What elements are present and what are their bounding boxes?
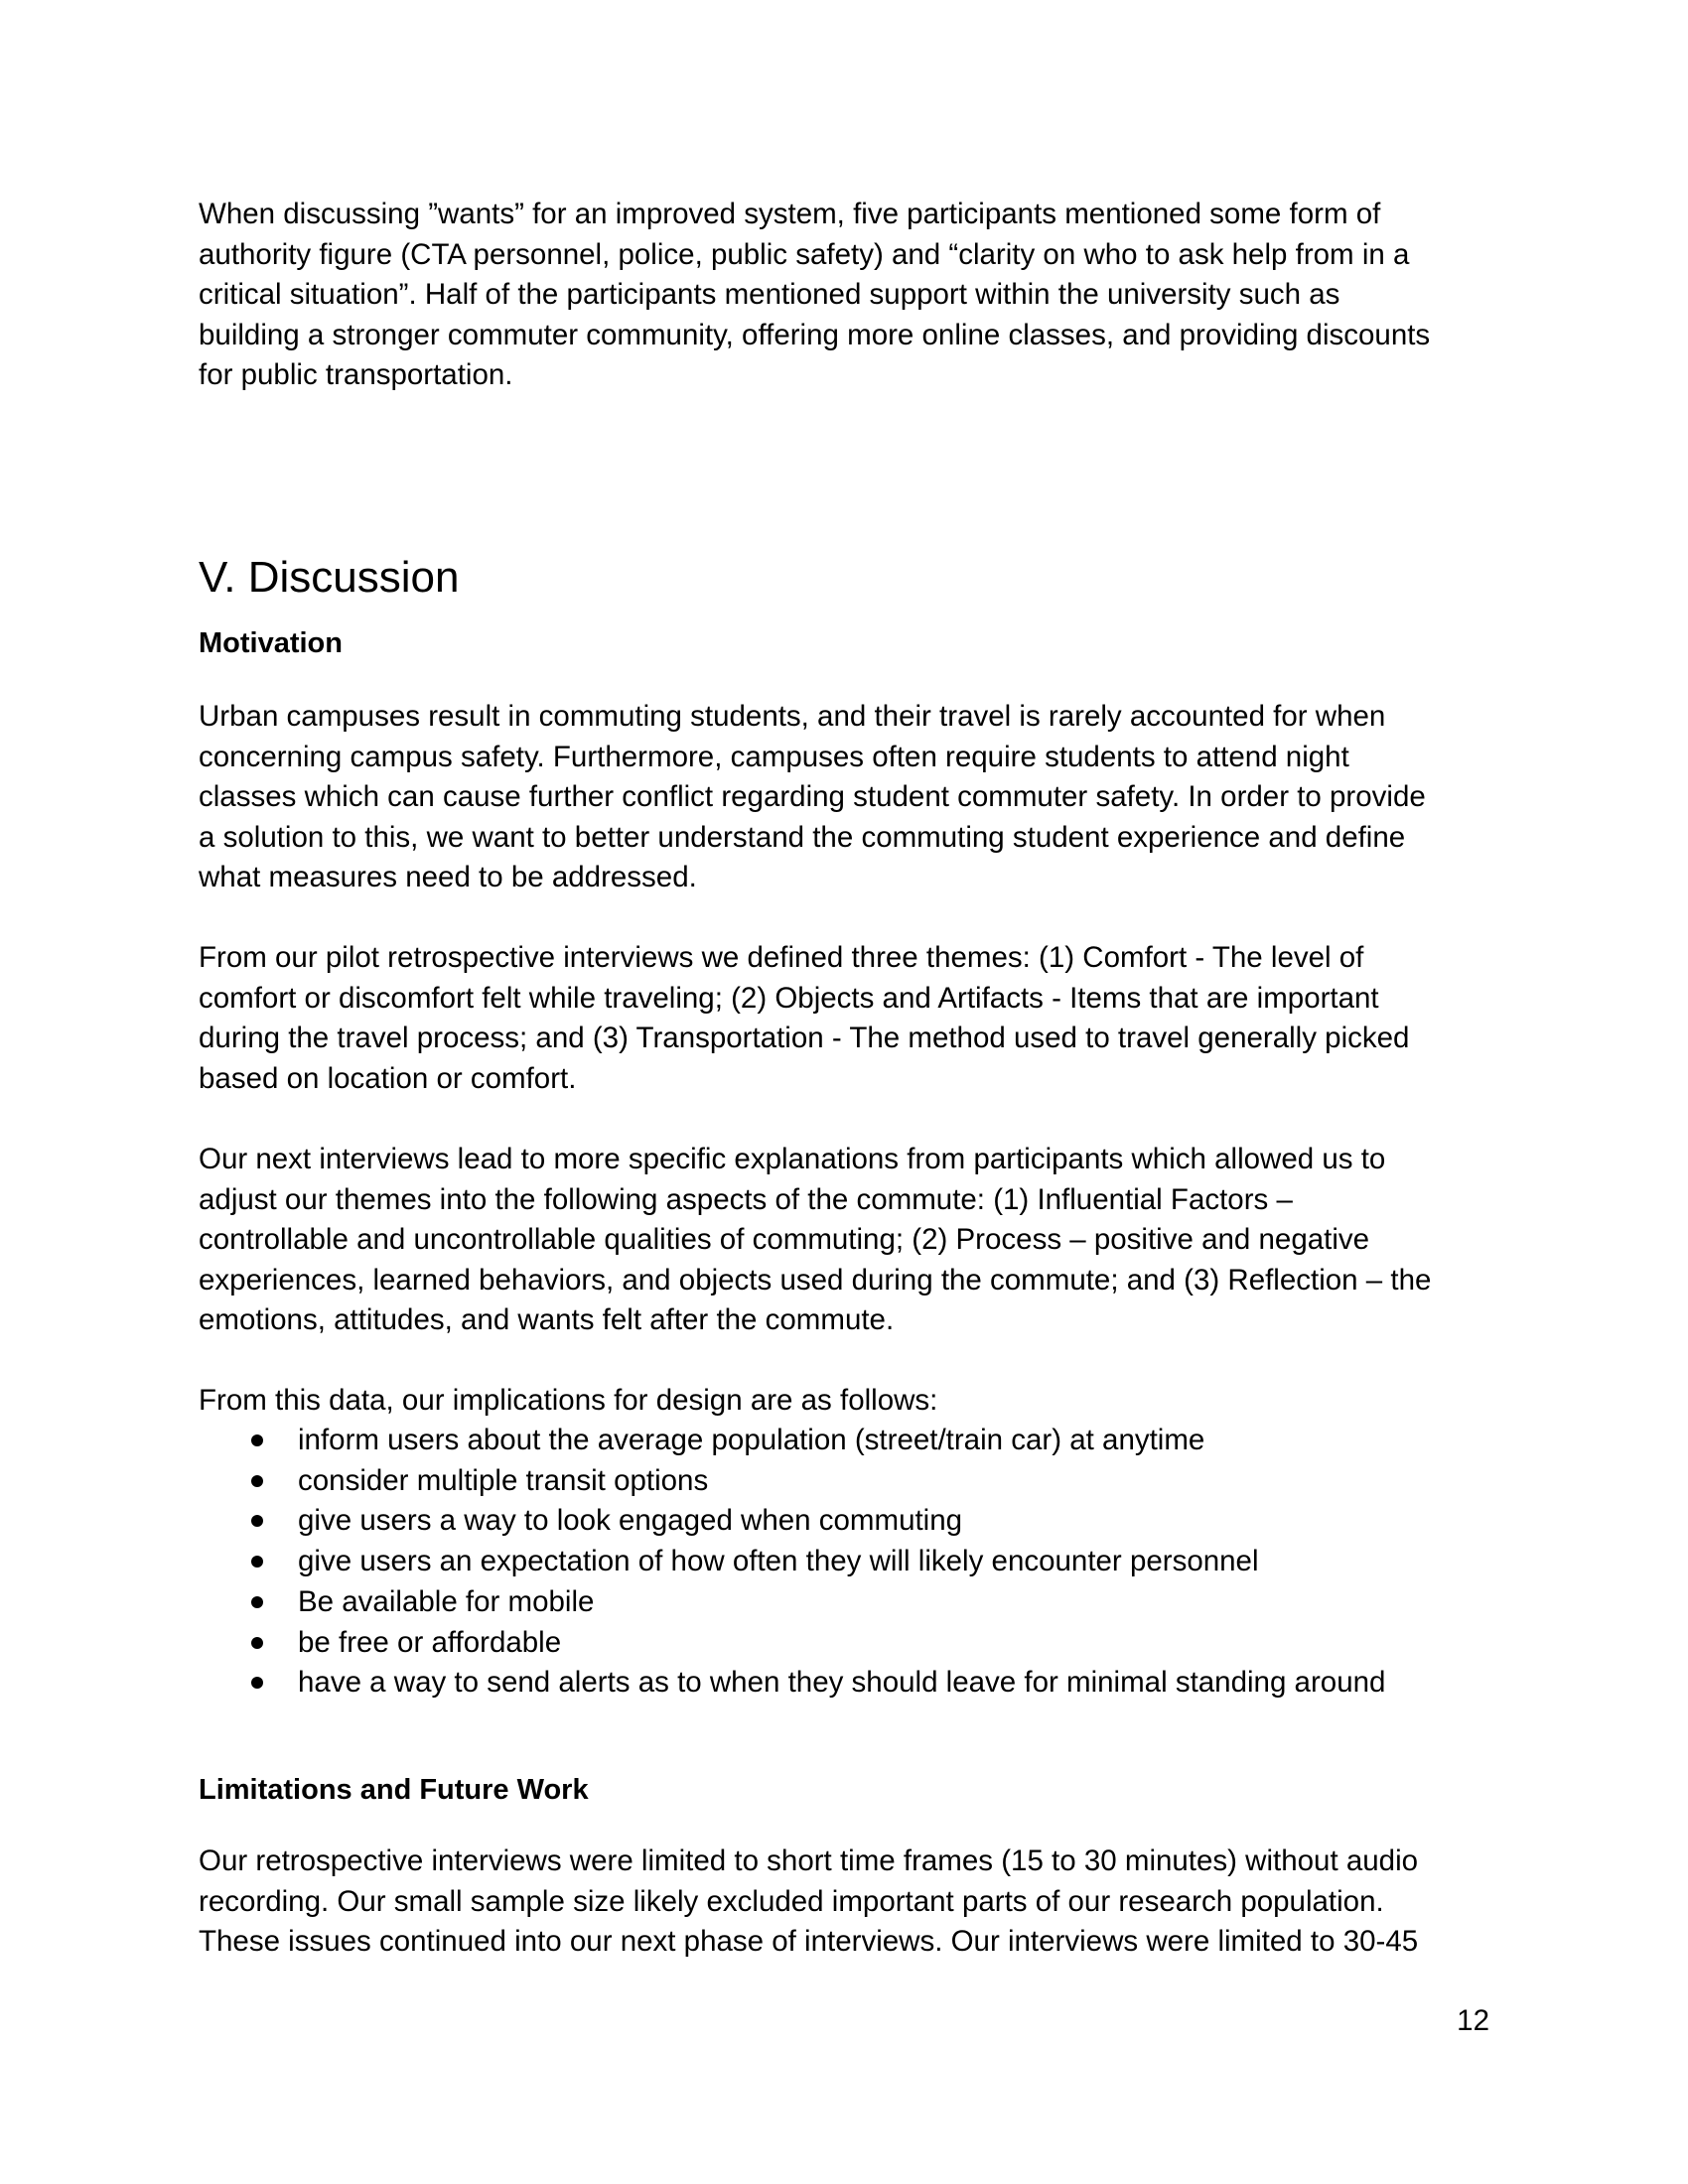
- text-line: comfort or discomfort felt while traveling; (2) Objects and Artifacts - Items that are important: [199, 981, 1379, 1015]
- text-line: critical situation”. Half of the participants mentioned support within the university such as: [199, 278, 1340, 311]
- page-number: 12: [1457, 2004, 1489, 2037]
- bullet-icon: [251, 1596, 263, 1608]
- text-line: classes which can cause further conflict regarding student commuter safety. In order to provide: [199, 780, 1426, 813]
- text-line: controllable and uncontrollable qualities of commuting; (2) Process – positive and negative: [199, 1223, 1370, 1256]
- list-item: [199, 1501, 1489, 1542]
- text-line: From our pilot retrospective interviews we defined three themes: (1) Comfort - The level of: [199, 941, 1364, 974]
- text-line: building a stronger commuter community, offering more online classes, and providing discounts: [199, 318, 1431, 351]
- limitations-heading: Limitations and Future Work: [199, 1774, 589, 1806]
- text-line: concerning campus safety. Furthermore, campuses often require students to attend night: [199, 740, 1349, 773]
- list-item-text: Be available for mobile: [298, 1584, 595, 1618]
- motivation-heading: Motivation: [199, 627, 343, 659]
- list-item: [199, 1582, 1489, 1623]
- text-line: These issues continued into our next phase of interviews. Our interviews were limited to 30-45: [199, 1925, 1419, 1958]
- text-line: Our next interviews lead to more specific explanations from participants which allowed us to: [199, 1143, 1386, 1175]
- text-line: emotions, attitudes, and wants felt after the commute.: [199, 1303, 895, 1336]
- list-item-text: be free or affordable: [298, 1625, 562, 1659]
- bullet-icon: [251, 1475, 263, 1487]
- section-title: V. Discussion: [199, 553, 460, 602]
- bullet-icon: [251, 1434, 263, 1446]
- list-item-text: give users a way to look engaged when commuting: [298, 1504, 963, 1538]
- text-line: during the travel process; and (3) Transportation - The method used to travel generally picked: [199, 1022, 1410, 1054]
- text-line: a solution to this, we want to better understand the commuting student experience and define: [199, 820, 1406, 854]
- list-item: [199, 1623, 1489, 1664]
- bullet-icon: [251, 1677, 263, 1689]
- intro-paragraph: [199, 195, 1489, 396]
- text-line: Urban campuses result in commuting students, and their travel is rarely accounted for when: [199, 700, 1386, 733]
- implications-intro: From this data, our implications for design are as follows:: [199, 1384, 938, 1417]
- bullet-icon: [251, 1637, 263, 1649]
- text-line: authority figure (CTA personnel, police, public safety) and “clarity on who to ask help from in a: [199, 237, 1410, 271]
- text-line: based on location or comfort.: [199, 1061, 577, 1095]
- text-line: for public transportation.: [199, 358, 513, 391]
- motivation-paragraph-2: [199, 938, 1489, 1099]
- limitations-paragraph: [199, 1842, 1489, 1963]
- list-item: [199, 1461, 1489, 1502]
- bullet-icon: [251, 1515, 263, 1527]
- text-line: When discussing ”wants” for an improved system, five participants mentioned some form of: [199, 198, 1381, 230]
- list-item: [199, 1421, 1489, 1461]
- text-line: adjust our themes into the following aspects of the commute: (1) Influential Factors –: [199, 1182, 1293, 1216]
- text-line: what measures need to be addressed.: [199, 861, 697, 893]
- text-line: Our retrospective interviews were limited to short time frames (15 to 30 minutes) without audio: [199, 1844, 1419, 1877]
- motivation-paragraph-1: [199, 697, 1489, 898]
- list-item-text: have a way to send alerts as to when they should leave for minimal standing around: [298, 1666, 1386, 1700]
- list-item: [199, 1663, 1489, 1704]
- implications-list: [199, 1421, 1489, 1704]
- text-line: recording. Our small sample size likely excluded important parts of our research population.: [199, 1884, 1384, 1918]
- bullet-icon: [251, 1556, 263, 1568]
- motivation-paragraph-3: [199, 1140, 1489, 1341]
- list-item-text: consider multiple transit options: [298, 1463, 709, 1497]
- list-item: [199, 1542, 1489, 1582]
- list-item-text: give users an expectation of how often they will likely encounter personnel: [298, 1545, 1259, 1578]
- list-item-text: inform users about the average population (street/train car) at anytime: [298, 1424, 1205, 1456]
- text-line: experiences, learned behaviors, and objects used during the commute; and (3) Reflection – the: [199, 1263, 1432, 1297]
